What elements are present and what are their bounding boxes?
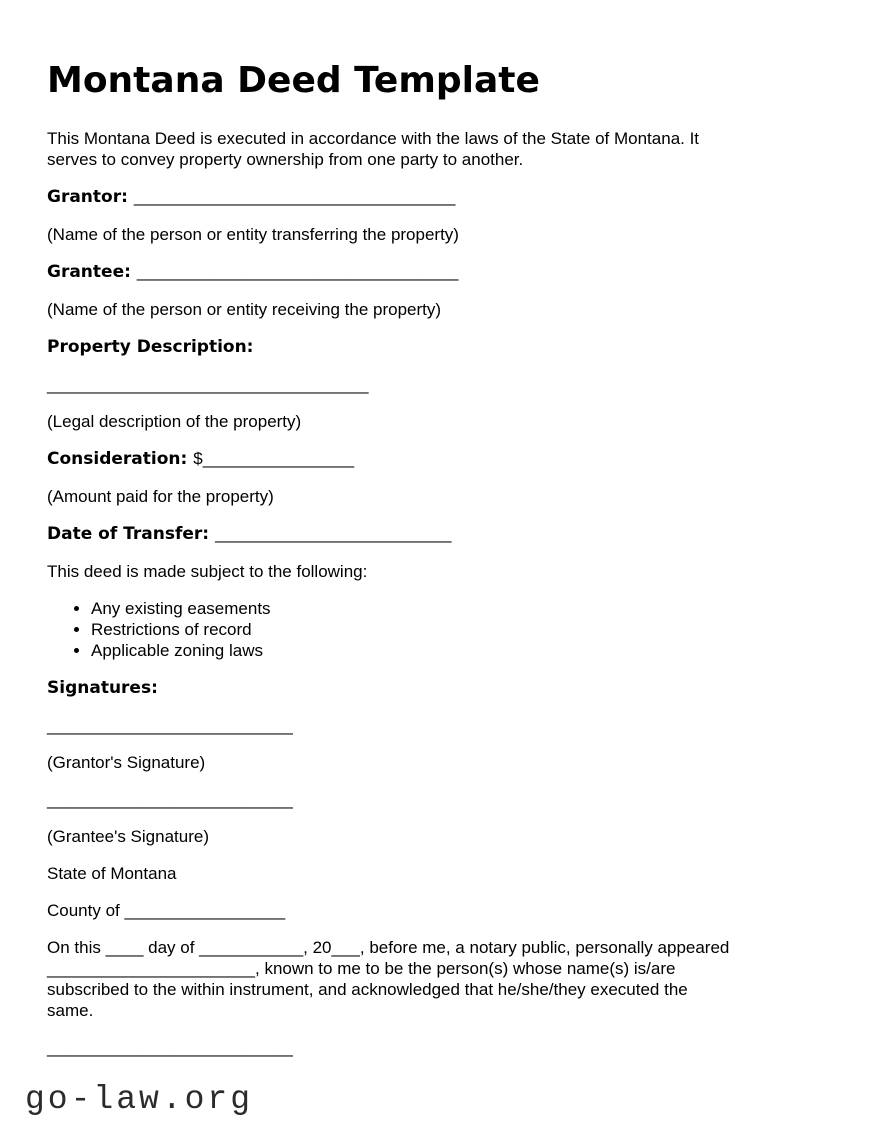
grantor-field bbox=[47, 186, 822, 208]
list-item: • Restrictions of record bbox=[91, 619, 822, 640]
list-item: • Any existing easements bbox=[91, 598, 822, 619]
intro-paragraph bbox=[47, 128, 807, 170]
grantee-label: Grantee: bbox=[47, 262, 131, 283]
intro-line-1: This Montana Deed is executed in accordance with the laws of the State of Montana. It bbox=[47, 129, 700, 149]
date-of-transfer-blank-line: _________________________ bbox=[215, 524, 452, 544]
property-description-blank-line: __________________________________ bbox=[47, 375, 369, 395]
property-description-caption: (Legal description of the property) bbox=[47, 412, 302, 432]
consideration-blank-line: $________________ bbox=[193, 449, 355, 469]
county-field: County of _________________ bbox=[47, 901, 286, 921]
notary-line-2: ______________________, known to me to be the person(s) whose name(s) is/are bbox=[47, 959, 676, 979]
intro-line-2: serves to convey property ownership from one party to another. bbox=[47, 150, 524, 170]
grantee-signature-line: __________________________ bbox=[47, 790, 293, 810]
page-title: Montana Deed Template bbox=[47, 60, 540, 101]
grantor-caption: (Name of the person or entity transferring the property) bbox=[47, 225, 459, 245]
grantee-field bbox=[47, 261, 822, 283]
subject-conditions-list bbox=[47, 598, 822, 661]
subject-intro-text: This deed is made subject to the following: bbox=[47, 562, 368, 582]
grantor-signature-line: __________________________ bbox=[47, 716, 293, 736]
go-law-watermark: go-law.org bbox=[25, 1081, 254, 1118]
grantor-label: Grantor: bbox=[47, 187, 128, 208]
list-item: • Applicable zoning laws bbox=[91, 640, 822, 661]
notary-line-3: subscribed to the within instrument, and acknowledged that he/she/they executed the bbox=[47, 980, 688, 1000]
property-description-label: Property Description: bbox=[47, 337, 254, 358]
signatures-section-label: Signatures: bbox=[47, 678, 158, 699]
grantee-signature-caption: (Grantee's Signature) bbox=[47, 827, 209, 847]
consideration-field bbox=[47, 448, 822, 470]
grantee-blank-line: __________________________________ bbox=[136, 262, 459, 282]
notary-acknowledgment-paragraph bbox=[47, 937, 817, 1021]
state-text: State of Montana bbox=[47, 864, 177, 884]
grantor-blank-line: __________________________________ bbox=[133, 187, 456, 207]
consideration-caption: (Amount paid for the property) bbox=[47, 487, 274, 507]
notary-line-4: same. bbox=[47, 1001, 94, 1021]
grantor-signature-caption: (Grantor's Signature) bbox=[47, 753, 206, 773]
notary-line-1: On this ____ day of ___________, 20___, before me, a notary public, personally appeared bbox=[47, 938, 730, 958]
notary-signature-line: __________________________ bbox=[47, 1038, 293, 1058]
date-of-transfer-label: Date of Transfer: bbox=[47, 524, 210, 545]
grantee-caption: (Name of the person or entity receiving the property) bbox=[47, 300, 442, 320]
consideration-label: Consideration: bbox=[47, 449, 188, 470]
date-of-transfer-field bbox=[47, 523, 822, 545]
